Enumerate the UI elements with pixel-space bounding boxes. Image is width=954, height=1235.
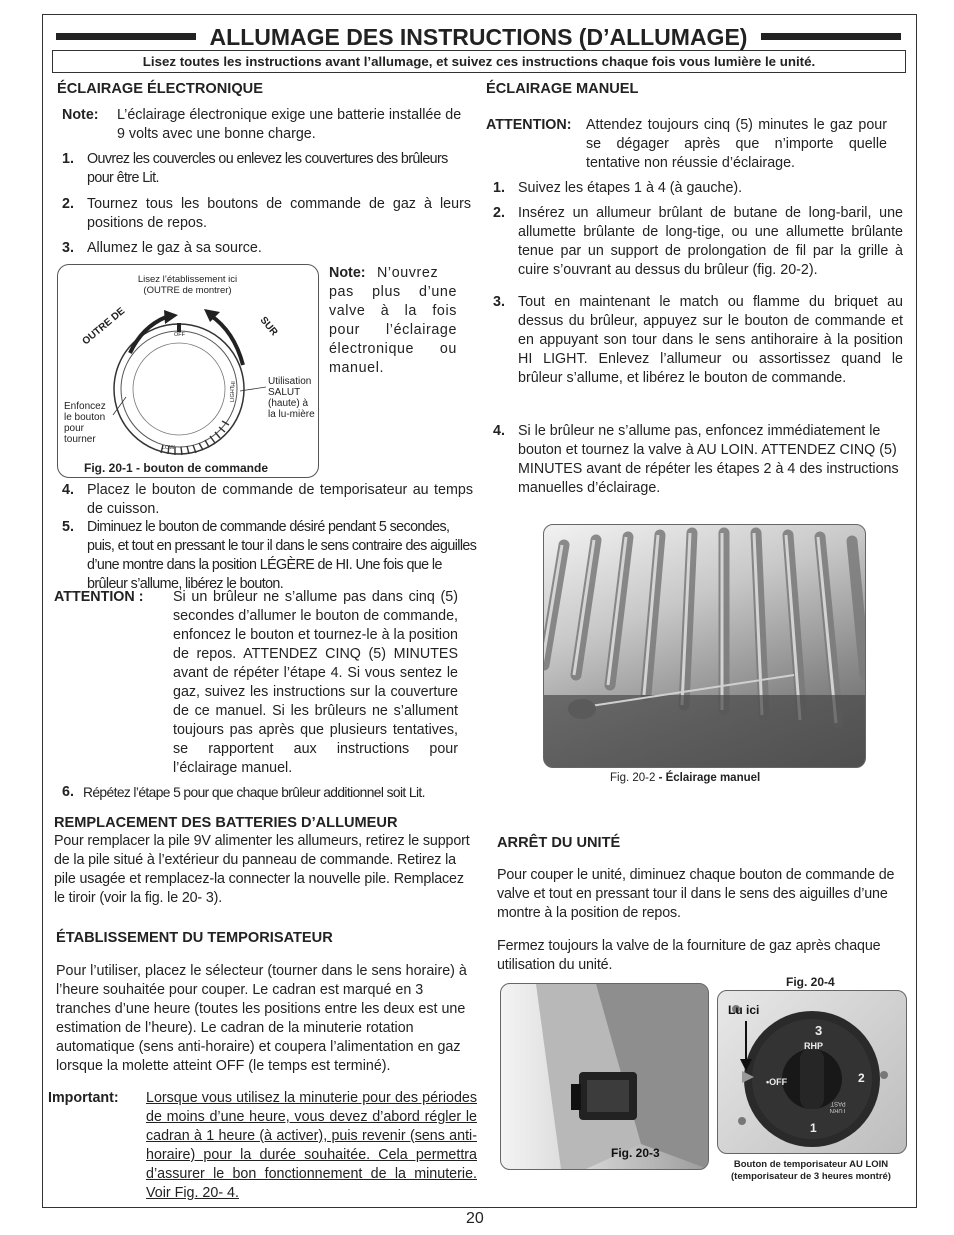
outre-label: OUTRE DE bbox=[80, 305, 128, 348]
manual-step-number: 2. bbox=[493, 205, 505, 221]
step-text: Répétez l’étape 5 pour que chaque brûleur additionnel soit Lit. bbox=[83, 785, 425, 800]
manual-step-number: 3. bbox=[493, 294, 505, 310]
page-title: ALLUMAGE DES INSTRUCTIONS (D’ALLUMAGE) bbox=[42, 24, 915, 50]
step-number: 2. bbox=[62, 196, 74, 212]
manual-step-text: Tout en maintenant le match ou flamme du briquet au dessus du brûleur, appuyez sur le bouton de commande et en appuyant son tour dans le sens antihoraire à la position HI LIGHT. Enlevez l’allumeur ou assortissez quand le brûleur s’allume, et libérez le bouton de commande. bbox=[518, 294, 903, 386]
fig2-caption bbox=[610, 771, 760, 785]
off-mark: OFF bbox=[174, 332, 185, 338]
low-mark: LOW bbox=[162, 445, 175, 451]
step-number: 3. bbox=[62, 240, 74, 256]
press-knob-label: Enfoncez le bouton pour tourner bbox=[64, 401, 106, 445]
side-note-text: N’ouvrez pas plus d’une valve à la fois pour l’éclairage électronique ou manuel. bbox=[329, 265, 457, 376]
battery-heading: REMPLACEMENT DES BATTERIES D’ALLUMEUR bbox=[54, 815, 398, 831]
fig2-number: Fig. 20-2 bbox=[610, 772, 656, 784]
control-knob-drawing bbox=[58, 265, 318, 477]
dial-turn-past: TURN PAST bbox=[829, 1100, 847, 1113]
manual-attention-label: ATTENTION: bbox=[486, 117, 572, 133]
step-text: Ouvrez les couvercles ou enlevez les couvertures des brûleurs pour être Lit. bbox=[87, 151, 448, 186]
side-note-label: Note: bbox=[329, 265, 366, 281]
fig3-caption: Fig. 20-3 bbox=[611, 1146, 660, 1160]
figure-top-label: Lisez l’établissement ici (OUTRE de montrer) bbox=[137, 274, 238, 296]
light-mark: LIGHT bbox=[230, 385, 237, 403]
manual-step-text: Suivez les étapes 1 à 4 (à gauche). bbox=[518, 180, 743, 196]
figure-caption: Fig. 20-1 - bouton de commande bbox=[84, 461, 269, 475]
manual-step-text: Insérez un allumeur brûlant de butane de long-baril, une allumette brûlante de long-tige, ou une allumette brûlante tenue par un support de prolongation de fil par la grille à cuire s’ouvrant au dessus du brûleur (fig. 20-2). bbox=[518, 205, 903, 278]
grill-grate-drawing bbox=[544, 525, 865, 767]
hi-mark: HI bbox=[230, 381, 237, 387]
battery-drawer-drawing bbox=[501, 984, 708, 1169]
shutdown-paragraph-2: Fermez toujours la valve de la fourniture de gaz après chaque utilisation du unité. bbox=[497, 938, 881, 973]
manual-lighting-photo bbox=[543, 524, 866, 768]
shutdown-heading: ARRÊT DU UNITÉ bbox=[497, 835, 621, 851]
timer-text: Pour l’utiliser, placez le sélecteur (tourner dans le sens horaire) à l’heure souhaitée pour couper. Le cadran est marqué en 3 tranches d’une heure (toutes les positions entre les deux est une estimation de l’heure). Le cadran de la minuterie rotation automatique (sens anti-horaire) et coupera l’alimentation en gaz lorsque la molette atteint OFF (le temps est terminé). bbox=[56, 963, 467, 1074]
page-number: 20 bbox=[466, 1210, 484, 1227]
step-text: Allumez le gaz à sa source. bbox=[87, 240, 262, 256]
manual-step-number: 1. bbox=[493, 180, 505, 196]
intro-banner: Lisez toutes les instructions avant l’allumage, et suivez ces instructions chaque fois vous lumière le unité. bbox=[52, 50, 906, 73]
step-text: Placez le bouton de commande de temporisateur au temps de cuisson. bbox=[87, 482, 473, 517]
fig4-here-label: Lu ici bbox=[728, 1003, 760, 1017]
dial-three: 3 bbox=[815, 1023, 823, 1038]
shutdown-paragraph-1: Pour couper le unité, diminuez chaque bouton de commande de valve et tout en pressant tour il dans le sens des aiguilles d’une montre à la position de repos. bbox=[497, 867, 895, 921]
step-text: Diminuez le bouton de commande désiré pendant 5 secondes, puis, et tout en pressant le tour il dans le sens contraire des aiguilles d’une montre dans la position LÉGÈRE de HI. Une fois que le brûleur s’allume, libérez le bouton. bbox=[87, 519, 477, 592]
manual-attention-text: Attendez toujours cinq (5) minutes le gaz pour se dégager après que n’importe quelle tentative non réussie d’éclairage. bbox=[586, 117, 887, 171]
battery-text: Pour remplacer la pile 9V alimenter les allumeurs, retirez le support de la pile situé à l’extérieur du panneau de commande. Retirez la pile usagée et remplacez-la connecter la nouvelle pile. Remplacez le tiroir (voir la fig. le 20- 3). bbox=[54, 833, 470, 906]
manual-step-number: 4. bbox=[493, 423, 505, 439]
electronic-heading: ÉCLAIRAGE ÉLECTRONIQUE bbox=[57, 81, 263, 97]
fig4-caption: Bouton de temporisateur AU LOIN (temporisateur de 3 heures montré) bbox=[731, 1159, 891, 1182]
step-number: 4. bbox=[62, 482, 74, 498]
important-label: Important: bbox=[48, 1090, 119, 1106]
step-number: 1. bbox=[62, 151, 74, 167]
control-knob-figure bbox=[57, 264, 319, 478]
important-text: Lorsque vous utilisez la minuterie pour des périodes de moins d’une heure, vous devez d’abord régler le cadran à 1 heure (à activer), puis revenir (sens anti-horaire) pour la durée souhaitée. Cela permettra d’assurer le bon fonctionnement de la minuterie. Voir Fig. 20- 4. bbox=[146, 1090, 477, 1201]
title-bar bbox=[42, 24, 915, 50]
attention-label: ATTENTION : bbox=[54, 589, 144, 605]
timer-heading: ÉTABLISSEMENT DU TEMPORISATEUR bbox=[56, 930, 333, 946]
hi-light-label: Utilisation SALUT (haute) à la lu-mière bbox=[268, 376, 315, 420]
note-label: Note: bbox=[62, 107, 99, 123]
attention-text: Si un brûleur ne s’allume pas dans cinq (5) secondes d’allumer le bouton de commande, enfoncez le bouton et tournez-le à la position de repos. ATTENDEZ CINQ (5) MINUTES avant de répéter l’étape 4. Si vous sentez le gaz, suivez les instructions sur la couverture de ce manuel. Si les brûleurs ne s’allument toujours pas après que plusieurs tentatives, se rapportent aux instructions pour l’éclairage manuel. bbox=[173, 589, 458, 776]
battery-drawer-photo bbox=[500, 983, 709, 1170]
dial-one: 1 bbox=[810, 1121, 817, 1135]
dial-rhp: RHP bbox=[804, 1041, 824, 1051]
sur-label: SUR bbox=[257, 314, 280, 339]
dial-off: •OFF bbox=[766, 1077, 788, 1087]
dial-two: 2 bbox=[858, 1071, 865, 1085]
step-text: Tournez tous les boutons de commande de gaz à leurs positions de repos. bbox=[87, 196, 471, 231]
fig2-title: - Éclairage manuel bbox=[655, 772, 761, 784]
note-text: L’éclairage électronique exige une batterie installée de 9 volts avec une bonne charge. bbox=[117, 107, 462, 142]
fig4-label: Fig. 20-4 bbox=[786, 975, 835, 989]
step-number: 5. bbox=[62, 519, 74, 535]
step-number: 6. bbox=[62, 784, 74, 800]
timer-knob-photo bbox=[717, 990, 907, 1154]
manual-step-text: Si le brûleur ne s’allume pas, enfoncez immédiatement le bouton et tournez la valve à AU LOIN. ATTENDEZ CINQ (5) MINUTES avant de répéter les étapes 2 à 4 des instructions manuelles d’éclairage. bbox=[518, 423, 899, 496]
manual-heading: ÉCLAIRAGE MANUEL bbox=[486, 81, 639, 97]
